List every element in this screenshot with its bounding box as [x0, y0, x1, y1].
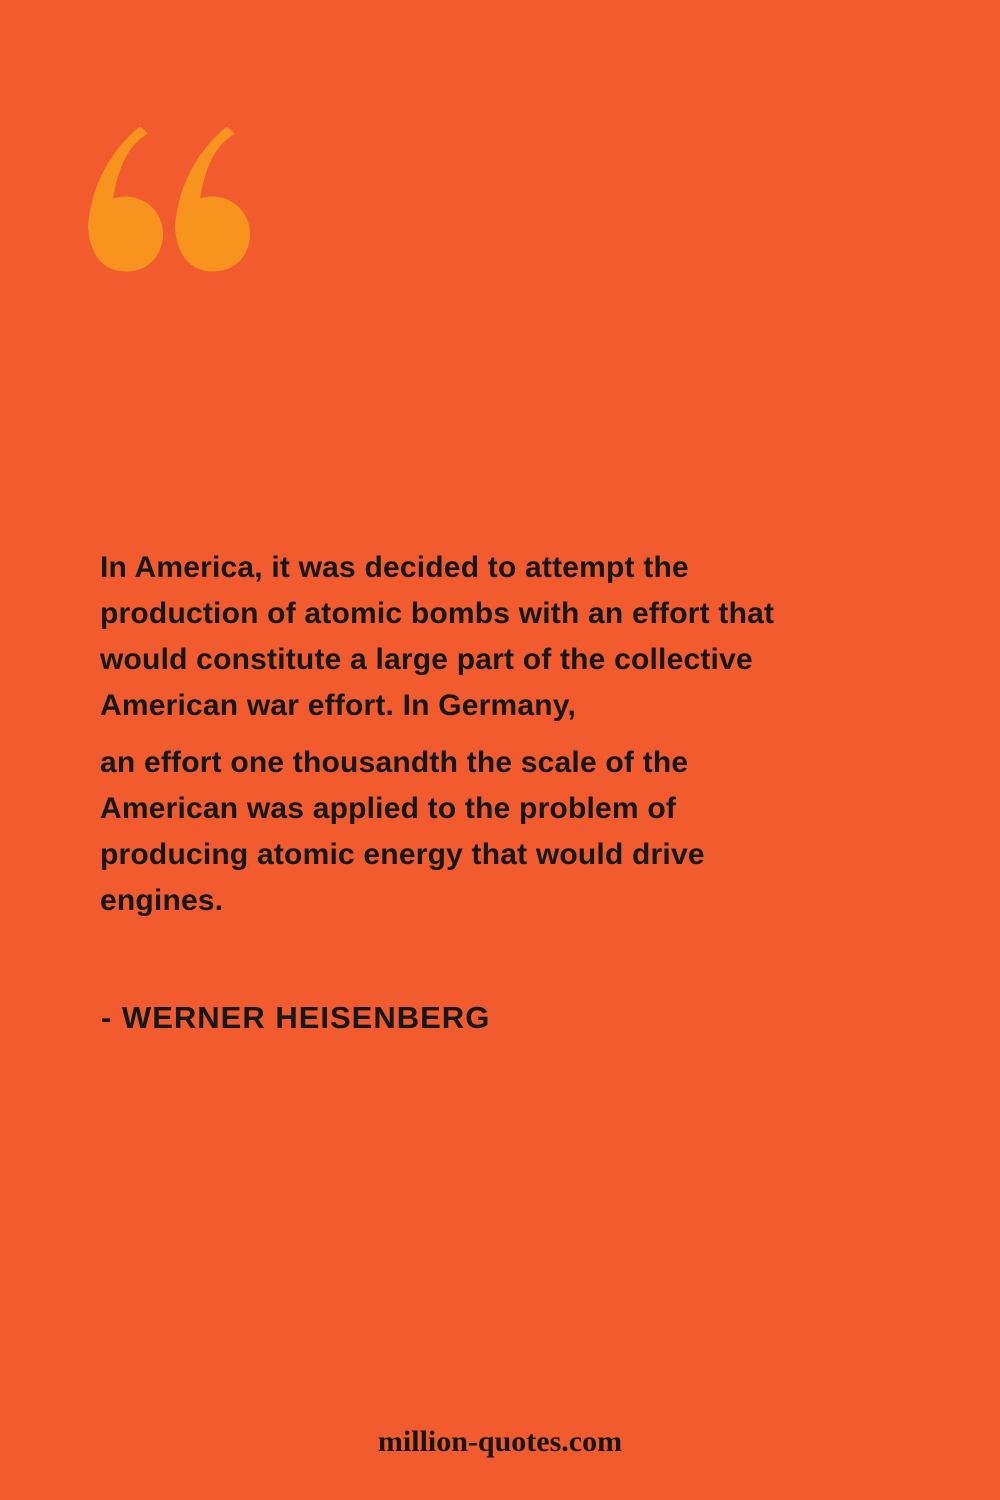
quote-paragraph: an effort one thousandth the scale of the American was applied to the problem of producing atomic energy that would drive engines.	[100, 746, 705, 917]
quote-paragraph: In America, it was decided to attempt the production of atomic bombs with an effort that would constitute a large part of the collective American war effort. In Germany,	[100, 551, 775, 722]
quote-attribution: - WERNER HEISENBERG	[101, 1000, 491, 1035]
opening-double-quote-icon	[88, 126, 250, 272]
quote-text	[100, 545, 800, 935]
footer-watermark: million-quotes.com	[377, 1425, 623, 1458]
